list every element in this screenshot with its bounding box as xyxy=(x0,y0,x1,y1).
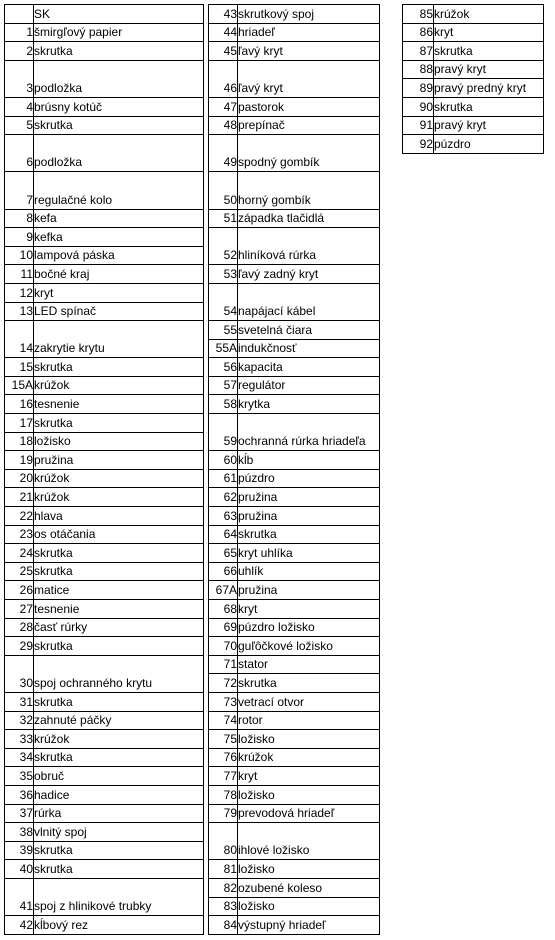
part-number: 14 xyxy=(5,321,34,358)
part-number: 91 xyxy=(403,116,434,135)
part-row xyxy=(209,395,380,414)
part-name: kefa xyxy=(34,209,204,228)
part-number: 87 xyxy=(403,42,434,61)
part-row xyxy=(209,655,380,674)
part-name: skrutka xyxy=(34,637,204,656)
part-number: 62 xyxy=(209,488,238,507)
part-number: 28 xyxy=(5,618,34,637)
part-name: skrutka xyxy=(34,544,204,563)
part-number: 17 xyxy=(5,414,34,433)
part-row xyxy=(5,767,204,786)
part-row xyxy=(5,97,204,116)
part-number: 5 xyxy=(5,116,34,135)
part-name: pravý predný kryt xyxy=(434,79,544,98)
part-row xyxy=(209,339,380,358)
part-row xyxy=(5,265,204,284)
part-row xyxy=(5,562,204,581)
part-number: 64 xyxy=(209,525,238,544)
part-row xyxy=(5,5,204,24)
part-row xyxy=(209,878,380,897)
part-number: 7 xyxy=(5,172,34,209)
part-row xyxy=(5,135,204,172)
part-row xyxy=(209,748,380,767)
parts-table-2 xyxy=(208,4,380,935)
part-row xyxy=(403,42,544,61)
part-name: skrutka xyxy=(238,525,380,544)
part-number: 12 xyxy=(5,283,34,302)
part-name: výstupný hriadeľ xyxy=(238,916,380,935)
part-name: tesnenie xyxy=(34,395,204,414)
part-number: 61 xyxy=(209,469,238,488)
part-number: 6 xyxy=(5,135,34,172)
part-row xyxy=(209,916,380,935)
part-row xyxy=(209,5,380,24)
part-name: vlnitý spoj xyxy=(34,823,204,842)
part-number: 80 xyxy=(209,823,238,860)
part-row xyxy=(5,172,204,209)
part-number: 48 xyxy=(209,116,238,135)
part-name: zakrytie krytu xyxy=(34,321,204,358)
part-number: 60 xyxy=(209,451,238,470)
part-row xyxy=(5,488,204,507)
part-number: 90 xyxy=(403,97,434,116)
part-name: prevodová hriadeľ xyxy=(238,804,380,823)
part-number: 70 xyxy=(209,637,238,656)
part-row xyxy=(209,767,380,786)
part-name: skrutkový spoj xyxy=(238,5,380,24)
part-name: krúžok xyxy=(34,376,204,395)
part-number: 27 xyxy=(5,600,34,619)
part-number: 63 xyxy=(209,507,238,526)
part-row xyxy=(209,823,380,860)
part-number: 89 xyxy=(403,79,434,98)
part-name: hlava xyxy=(34,507,204,526)
part-row xyxy=(5,581,204,600)
part-row xyxy=(403,116,544,135)
part-row xyxy=(5,637,204,656)
part-number: 11 xyxy=(5,265,34,284)
part-row xyxy=(5,358,204,377)
part-number: 47 xyxy=(209,97,238,116)
part-name: kryt xyxy=(434,23,544,42)
part-number: 92 xyxy=(403,135,434,154)
part-name: ložisko xyxy=(34,432,204,451)
part-number: 44 xyxy=(209,23,238,42)
part-name: pravý kryt xyxy=(434,116,544,135)
part-name: skrutka xyxy=(434,42,544,61)
part-row xyxy=(209,637,380,656)
part-number: 38 xyxy=(5,823,34,842)
part-number: 32 xyxy=(5,711,34,730)
part-number: 78 xyxy=(209,785,238,804)
part-number: 51 xyxy=(209,209,238,228)
part-name: spodný gombík xyxy=(238,135,380,172)
part-number: 33 xyxy=(5,730,34,749)
part-number: 71 xyxy=(209,655,238,674)
part-name: skrutka xyxy=(34,42,204,61)
part-row xyxy=(209,42,380,61)
part-number: 75 xyxy=(209,730,238,749)
part-row xyxy=(5,60,204,97)
part-row xyxy=(5,730,204,749)
part-name: kapacita xyxy=(238,358,380,377)
part-number: 73 xyxy=(209,692,238,711)
part-name: os otáčania xyxy=(34,525,204,544)
part-name: hadice xyxy=(34,785,204,804)
part-row xyxy=(5,823,204,842)
part-row xyxy=(209,283,380,320)
part-row xyxy=(209,116,380,135)
part-row xyxy=(209,544,380,563)
part-number: 42 xyxy=(5,916,34,935)
part-row xyxy=(209,265,380,284)
part-row xyxy=(5,116,204,135)
part-number: 81 xyxy=(209,860,238,879)
part-name: púzdro xyxy=(434,135,544,154)
part-name: rotor xyxy=(238,711,380,730)
part-number: 86 xyxy=(403,23,434,42)
part-name: ložisko xyxy=(238,785,380,804)
part-row xyxy=(5,395,204,414)
part-number: 1 xyxy=(5,23,34,42)
part-name: skrutka xyxy=(34,116,204,135)
part-row xyxy=(5,692,204,711)
part-name: pružina xyxy=(238,488,380,507)
part-row xyxy=(209,860,380,879)
part-row xyxy=(209,135,380,172)
part-row xyxy=(5,655,204,692)
part-row xyxy=(209,581,380,600)
part-row xyxy=(209,97,380,116)
part-row xyxy=(5,414,204,433)
part-name: pružina xyxy=(238,581,380,600)
part-name: skrutka xyxy=(34,860,204,879)
part-name: púzdro ložisko xyxy=(238,618,380,637)
part-row xyxy=(209,730,380,749)
part-name: ľavý kryt xyxy=(238,60,380,97)
part-name: rúrka xyxy=(34,804,204,823)
part-row xyxy=(403,5,544,24)
part-number: 8 xyxy=(5,209,34,228)
part-name: matice xyxy=(34,581,204,600)
part-number: 2 xyxy=(5,42,34,61)
part-number: 65 xyxy=(209,544,238,563)
part-name: kĺb xyxy=(238,451,380,470)
part-name: uhlík xyxy=(238,562,380,581)
part-row xyxy=(209,60,380,97)
part-number: 69 xyxy=(209,618,238,637)
part-number: 76 xyxy=(209,748,238,767)
part-name: zahnuté páčky xyxy=(34,711,204,730)
part-row xyxy=(5,860,204,879)
part-row xyxy=(209,23,380,42)
part-number: 50 xyxy=(209,172,238,209)
part-number: 67A xyxy=(209,581,238,600)
part-number: 55 xyxy=(209,321,238,340)
part-row xyxy=(5,246,204,265)
part-row xyxy=(403,135,544,154)
part-name: skrutka xyxy=(434,97,544,116)
part-name: skrutka xyxy=(34,562,204,581)
part-number: 40 xyxy=(5,860,34,879)
part-number: 24 xyxy=(5,544,34,563)
part-number: 20 xyxy=(5,469,34,488)
part-number: 10 xyxy=(5,246,34,265)
part-name: púzdro xyxy=(238,469,380,488)
part-row xyxy=(403,79,544,98)
part-name: spoj ochranného krytu xyxy=(34,655,204,692)
part-row xyxy=(209,209,380,228)
part-row xyxy=(209,228,380,265)
part-number: 23 xyxy=(5,525,34,544)
part-row xyxy=(209,785,380,804)
part-number: 4 xyxy=(5,97,34,116)
part-name: krúžok xyxy=(434,5,544,24)
part-name: kryt xyxy=(238,600,380,619)
part-name: krúžok xyxy=(34,488,204,507)
part-row xyxy=(5,228,204,247)
part-name: pružina xyxy=(34,451,204,470)
part-name: krúžok xyxy=(34,469,204,488)
part-name: ochranná rúrka hriadeľa xyxy=(238,414,380,451)
part-row xyxy=(403,60,544,79)
part-name: ľavý zadný kryt xyxy=(238,265,380,284)
part-row xyxy=(209,562,380,581)
part-name: hliníková rúrka xyxy=(238,228,380,265)
part-number: 46 xyxy=(209,60,238,97)
part-number: 53 xyxy=(209,265,238,284)
part-name: stator xyxy=(238,655,380,674)
part-name: skrutka xyxy=(34,748,204,767)
parts-table-1 xyxy=(4,4,204,935)
part-number: 36 xyxy=(5,785,34,804)
part-row xyxy=(209,711,380,730)
part-row xyxy=(5,321,204,358)
part-name: pružina xyxy=(238,507,380,526)
part-name: časť rúrky xyxy=(34,618,204,637)
part-number: 31 xyxy=(5,692,34,711)
part-name: ľavý kryt xyxy=(238,42,380,61)
part-name: západka tlačidlá xyxy=(238,209,380,228)
part-name: horný gombík xyxy=(238,172,380,209)
part-name: kryt xyxy=(238,767,380,786)
parts-table-3 xyxy=(402,4,544,154)
part-number: 22 xyxy=(5,507,34,526)
part-row xyxy=(209,376,380,395)
part-row xyxy=(5,23,204,42)
part-number: 19 xyxy=(5,451,34,470)
part-row xyxy=(209,469,380,488)
part-row xyxy=(5,618,204,637)
parts-table-body xyxy=(403,5,544,154)
part-number: 52 xyxy=(209,228,238,265)
part-name: kefka xyxy=(34,228,204,247)
part-number: 39 xyxy=(5,841,34,860)
part-number: 84 xyxy=(209,916,238,935)
part-row xyxy=(5,376,204,395)
part-row xyxy=(5,748,204,767)
part-number: 68 xyxy=(209,600,238,619)
part-name: guľôčkové ložisko xyxy=(238,637,380,656)
part-name: skrutka xyxy=(34,692,204,711)
part-number: 41 xyxy=(5,878,34,915)
part-name: pastorok xyxy=(238,97,380,116)
part-number: 26 xyxy=(5,581,34,600)
part-name: SK xyxy=(34,5,204,24)
part-row xyxy=(5,544,204,563)
part-row xyxy=(209,414,380,451)
part-row xyxy=(209,358,380,377)
part-number: 15 xyxy=(5,358,34,377)
part-row xyxy=(209,507,380,526)
part-row xyxy=(5,841,204,860)
part-number: 13 xyxy=(5,302,34,321)
part-name: krúžok xyxy=(238,748,380,767)
part-name: podložka xyxy=(34,135,204,172)
part-name: krúžok xyxy=(34,730,204,749)
part-row xyxy=(5,785,204,804)
part-number: 25 xyxy=(5,562,34,581)
part-name: pravý kryt xyxy=(434,60,544,79)
part-name: regulátor xyxy=(238,376,380,395)
part-number: 58 xyxy=(209,395,238,414)
part-row xyxy=(209,600,380,619)
part-number: 29 xyxy=(5,637,34,656)
part-row xyxy=(209,172,380,209)
part-number: 9 xyxy=(5,228,34,247)
part-row xyxy=(403,97,544,116)
part-row xyxy=(5,525,204,544)
part-name: tesnenie xyxy=(34,600,204,619)
part-row xyxy=(209,674,380,693)
part-number: 85 xyxy=(403,5,434,24)
part-name: šmirgľový papier xyxy=(34,23,204,42)
part-number: 54 xyxy=(209,283,238,320)
part-name: indukčnosť xyxy=(238,339,380,358)
part-row xyxy=(5,469,204,488)
part-number: 55A xyxy=(209,339,238,358)
part-name: skrutka xyxy=(238,674,380,693)
part-number: 49 xyxy=(209,135,238,172)
part-row xyxy=(209,804,380,823)
part-name: skrutka xyxy=(34,414,204,433)
part-name: ložisko xyxy=(238,730,380,749)
part-number: 59 xyxy=(209,414,238,451)
part-number: 83 xyxy=(209,897,238,916)
part-row xyxy=(5,42,204,61)
part-row xyxy=(209,618,380,637)
part-number: 3 xyxy=(5,60,34,97)
part-name: ihlové ložisko xyxy=(238,823,380,860)
part-name: podložka xyxy=(34,60,204,97)
part-number: 16 xyxy=(5,395,34,414)
part-row xyxy=(5,878,204,915)
part-number: 37 xyxy=(5,804,34,823)
part-number: 21 xyxy=(5,488,34,507)
part-name: krytka xyxy=(238,395,380,414)
part-number: 15A xyxy=(5,376,34,395)
part-number: 57 xyxy=(209,376,238,395)
part-row xyxy=(209,692,380,711)
part-number: 72 xyxy=(209,674,238,693)
part-row xyxy=(5,600,204,619)
part-number: 18 xyxy=(5,432,34,451)
part-number: 82 xyxy=(209,878,238,897)
part-name: svetelná čiara xyxy=(238,321,380,340)
part-row xyxy=(5,302,204,321)
part-row xyxy=(209,321,380,340)
part-name: skrutka xyxy=(34,358,204,377)
part-number: 77 xyxy=(209,767,238,786)
part-number: 56 xyxy=(209,358,238,377)
part-number: 88 xyxy=(403,60,434,79)
part-name: ozubené koleso xyxy=(238,878,380,897)
part-number: 45 xyxy=(209,42,238,61)
parts-table-body xyxy=(209,5,380,935)
part-name: kryt uhlíka xyxy=(238,544,380,563)
part-name: lampová páska xyxy=(34,246,204,265)
part-row xyxy=(5,507,204,526)
part-name: ložisko xyxy=(238,897,380,916)
part-number: 43 xyxy=(209,5,238,24)
part-row xyxy=(5,283,204,302)
part-name: regulačné kolo xyxy=(34,172,204,209)
part-name: bočné kraj xyxy=(34,265,204,284)
part-name: prepínač xyxy=(238,116,380,135)
part-name: vetrací otvor xyxy=(238,692,380,711)
part-name: kĺbový rez xyxy=(34,916,204,935)
part-number: 35 xyxy=(5,767,34,786)
part-number xyxy=(5,5,34,24)
part-name: hriadeľ xyxy=(238,23,380,42)
part-number: 79 xyxy=(209,804,238,823)
part-row xyxy=(403,23,544,42)
part-row xyxy=(209,488,380,507)
part-name: ložisko xyxy=(238,860,380,879)
part-name: LED spínač xyxy=(34,302,204,321)
part-name: napájací kábel xyxy=(238,283,380,320)
part-row xyxy=(5,451,204,470)
part-row xyxy=(5,916,204,935)
part-row xyxy=(209,451,380,470)
part-row xyxy=(209,897,380,916)
part-row xyxy=(209,525,380,544)
part-name: spoj z hlinikové trubky xyxy=(34,878,204,915)
part-row xyxy=(5,209,204,228)
part-name: obruč xyxy=(34,767,204,786)
part-name: kryt xyxy=(34,283,204,302)
part-number: 34 xyxy=(5,748,34,767)
part-number: 30 xyxy=(5,655,34,692)
part-row xyxy=(5,432,204,451)
part-name: brúsny kotúč xyxy=(34,97,204,116)
part-row xyxy=(5,804,204,823)
parts-table-body xyxy=(5,5,204,935)
part-row xyxy=(5,711,204,730)
part-name: skrutka xyxy=(34,841,204,860)
part-number: 74 xyxy=(209,711,238,730)
part-number: 66 xyxy=(209,562,238,581)
